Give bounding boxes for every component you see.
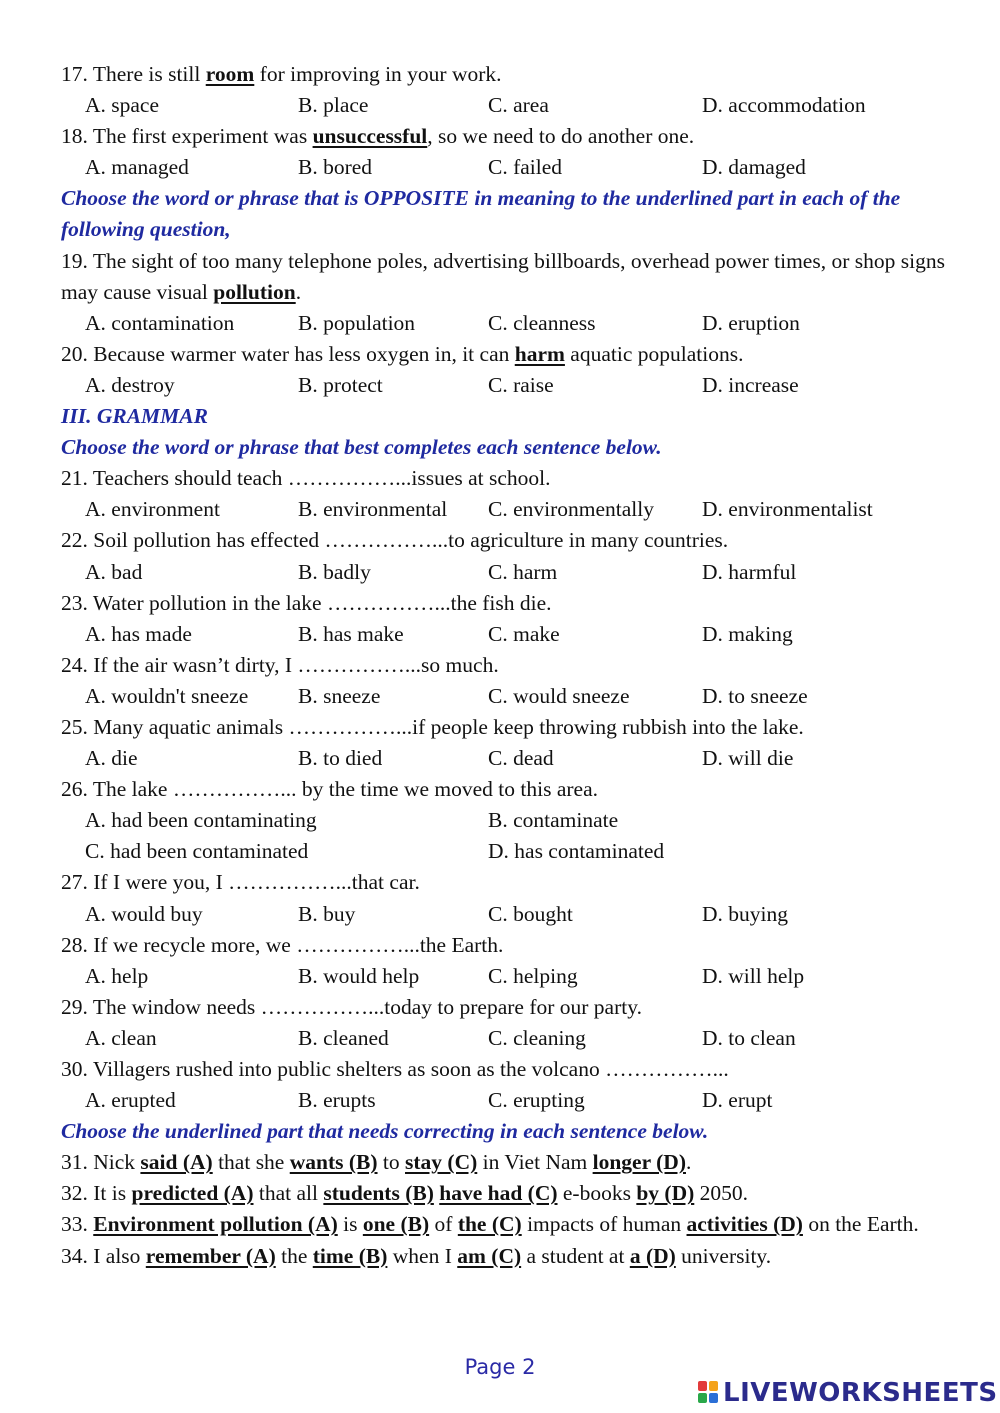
option-b: B. bored: [298, 155, 373, 180]
option-a: A. has made: [85, 621, 192, 646]
option-c: C. would sneeze: [488, 683, 630, 708]
option-b: B. to died: [298, 746, 383, 771]
part-a: said (A): [140, 1150, 213, 1175]
options-18: [61, 152, 951, 183]
logo-square-green: [698, 1393, 707, 1403]
option-a: A. contamination: [85, 310, 235, 335]
option-c: C. environmentally: [488, 497, 654, 522]
option-d: D. eruption: [702, 310, 800, 335]
underlined-word: harm: [514, 341, 565, 366]
option-d: D. has contaminated: [488, 839, 665, 864]
option-a: A. bad: [85, 559, 143, 584]
option-d: D. will die: [702, 746, 794, 771]
option-c: C. cleaning: [488, 1025, 586, 1050]
instruction-complete: Choose the word or phrase that best completes each sentence below.: [61, 435, 662, 460]
option-d: D. to clean: [702, 1025, 796, 1050]
option-c: C. raise: [488, 372, 554, 397]
question-29: 29. The window needs ……………...today to prepare for our party.: [61, 994, 642, 1019]
question-33: 33. Environment pollution (A) is one (B) of the (C) impacts of human activities (D) on the Earth.: [61, 1212, 919, 1237]
option-a: A. die: [85, 746, 138, 771]
options-26-row2: [61, 836, 951, 867]
option-b: B. has make: [298, 621, 404, 646]
part-a: predicted (A): [131, 1181, 254, 1206]
options-22: [61, 557, 951, 588]
option-d: D. erupt: [702, 1088, 773, 1113]
option-b: B. cleaned: [298, 1025, 389, 1050]
question-19: 19. The sight of too many telephone poles, advertising billboards, overhead power times, or shop signs may cause visual pollution.: [61, 248, 945, 304]
option-a: A. managed: [85, 155, 189, 180]
option-b: B. sneeze: [298, 683, 381, 708]
part-d: by (D): [636, 1181, 695, 1206]
section-heading-grammar: III. GRAMMAR: [61, 404, 208, 429]
part-c: have had (C): [439, 1181, 558, 1206]
option-a: A. clean: [85, 1025, 157, 1050]
question-26: 26. The lake ……………... by the time we moved to this area.: [61, 777, 598, 802]
question-23: 23. Water pollution in the lake ……………...the fish die.: [61, 590, 552, 615]
underlined-word: room: [205, 62, 255, 86]
option-d: D. increase: [702, 372, 799, 397]
part-c: the (C): [457, 1212, 522, 1237]
option-a: A. help: [85, 963, 149, 988]
part-d: longer (D): [592, 1150, 686, 1175]
part-d: activities (D): [686, 1212, 803, 1237]
option-c: C. had been contaminated: [85, 839, 309, 864]
options-29: [61, 1023, 951, 1054]
question-21: 21. Teachers should teach ……………...issues at school.: [61, 466, 551, 491]
options-21: [61, 494, 951, 525]
options-30: [61, 1085, 951, 1116]
question-27: 27. If I were you, I ……………...that car.: [61, 870, 420, 895]
option-b: B. badly: [298, 559, 371, 584]
question-28: 28. If we recycle more, we ……………...the Earth.: [61, 932, 504, 957]
part-d: a (D): [629, 1243, 676, 1268]
option-a: A. would buy: [85, 901, 203, 926]
part-a: remember (A): [145, 1243, 276, 1268]
options-17: [61, 90, 951, 121]
question-30: 30. Villagers rushed into public shelters as soon as the volcano ……………...: [61, 1057, 729, 1081]
option-d: D. harmful: [702, 559, 797, 584]
option-b: B. buy: [298, 901, 356, 926]
options-26-row1: [61, 805, 951, 836]
option-c: C. bought: [488, 901, 573, 926]
question-31: 31. Nick said (A) that she wants (B) to stay (C) in Viet Nam longer (D).: [61, 1150, 692, 1175]
brand-text: LIVEWORKSHEETS: [723, 1378, 998, 1408]
options-25: [61, 743, 951, 774]
option-a: A. space: [85, 93, 160, 118]
options-20: [61, 370, 951, 401]
part-c: am (C): [457, 1243, 522, 1268]
logo-square-orange: [709, 1381, 718, 1391]
question-34: 34. I also remember (A) the time (B) when I am (C) a student at a (D) university.: [61, 1243, 772, 1268]
option-d: D. to sneeze: [702, 683, 808, 708]
underlined-word: unsuccessful: [312, 124, 428, 149]
option-c: C. harm: [488, 559, 558, 584]
options-27: [61, 899, 951, 930]
option-b: B. protect: [298, 372, 383, 397]
option-d: D. will help: [702, 963, 805, 988]
instruction-correct: Choose the underlined part that needs correcting in each sentence below.: [61, 1119, 709, 1144]
options-28: [61, 961, 951, 992]
option-c: C. make: [488, 621, 560, 646]
question-22: 22. Soil pollution has effected ……………...to agriculture in many countries.: [61, 528, 729, 553]
option-c: C. cleanness: [488, 310, 596, 335]
liveworksheets-brand[interactable]: [698, 1378, 998, 1408]
option-c: C. helping: [488, 963, 578, 988]
options-23: [61, 619, 951, 650]
page-number: Page 2: [464, 1355, 536, 1379]
option-c: C. failed: [488, 155, 563, 180]
question-20: 20. Because warmer water has less oxygen in, it can harm aquatic populations.: [61, 341, 744, 366]
part-b: time (B): [312, 1243, 388, 1268]
question-18: 18. The first experiment was unsuccessful, so we need to do another one.: [61, 124, 695, 149]
option-c: C. erupting: [488, 1088, 585, 1113]
part-b: one (B): [362, 1212, 430, 1237]
option-b: B. erupts: [298, 1088, 376, 1113]
option-b: B. environmental: [298, 497, 448, 522]
option-a: A. had been contaminating: [85, 808, 317, 833]
option-a: A. destroy: [85, 372, 175, 397]
question-32: 32. It is predicted (A) that all students (B) have had (C) e-books by (D) 2050.: [61, 1181, 749, 1206]
part-a: Environment pollution (A): [93, 1212, 338, 1237]
option-a: A. environment: [85, 497, 220, 522]
option-b: B. contaminate: [488, 808, 619, 833]
option-c: C. dead: [488, 746, 554, 771]
part-b: students (B): [323, 1181, 434, 1206]
option-a: A. wouldn't sneeze: [85, 683, 249, 708]
instruction-opposite: Choose the word or phrase that is OPPOSITE in meaning to the underlined part in each of the following question,: [61, 186, 901, 242]
part-c: stay (C): [405, 1150, 478, 1175]
option-b: B. place: [298, 93, 369, 118]
options-24: [61, 681, 951, 712]
option-d: D. making: [702, 621, 793, 646]
option-d: D. damaged: [702, 155, 806, 180]
option-c: C. area: [488, 93, 549, 118]
logo-square-blue: [709, 1393, 718, 1403]
underlined-word: pollution: [213, 279, 296, 304]
options-19: [61, 308, 951, 339]
question-17: 17. There is still room for improving in your work.: [61, 62, 502, 86]
question-24: 24. If the air wasn’t dirty, I ……………...so much.: [61, 652, 499, 677]
liveworksheets-logo-icon: [698, 1381, 720, 1405]
option-d: D. buying: [702, 901, 788, 926]
option-b: B. would help: [298, 963, 420, 988]
option-b: B. population: [298, 310, 416, 335]
question-25: 25. Many aquatic animals ……………...if people keep throwing rubbish into the lake.: [61, 714, 804, 739]
option-d: D. environmentalist: [702, 497, 873, 522]
option-d: D. accommodation: [702, 93, 866, 118]
worksheet-page: [61, 59, 951, 1272]
logo-square-red: [698, 1381, 707, 1391]
option-a: A. erupted: [85, 1088, 176, 1113]
part-b: wants (B): [289, 1150, 378, 1175]
